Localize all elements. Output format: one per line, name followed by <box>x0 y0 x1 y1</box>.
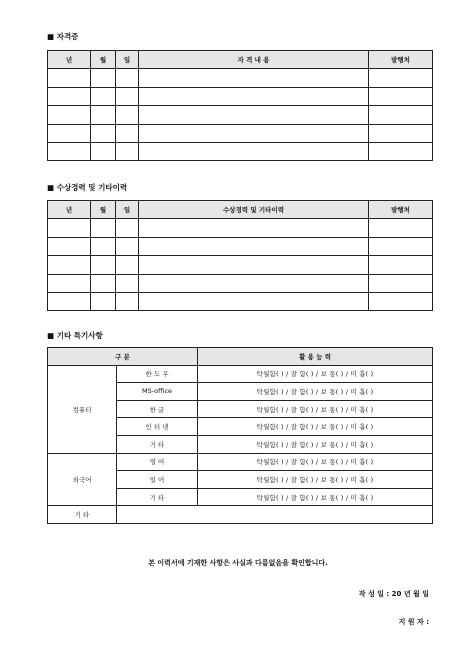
issuer-cell[interactable] <box>369 256 433 274</box>
content-cell[interactable] <box>139 237 369 255</box>
certificate-section-title: ■ 자격증 <box>47 32 79 41</box>
day-cell[interactable] <box>116 87 139 105</box>
day-cell[interactable] <box>116 69 139 87</box>
year-cell[interactable] <box>48 87 91 105</box>
special-notes-header-row <box>48 348 433 366</box>
table-row <box>48 106 433 124</box>
content-cell[interactable] <box>139 292 369 310</box>
table-row <box>48 292 433 310</box>
content-cell[interactable] <box>139 142 369 160</box>
month-cell[interactable] <box>91 292 116 310</box>
proficiency-options[interactable]: 탁월함( ) / 잘 함( ) / 보 통( ) / 미 흡( ) <box>198 418 433 436</box>
content-cell[interactable] <box>139 256 369 274</box>
year-cell[interactable] <box>48 256 91 274</box>
month-cell[interactable] <box>91 87 116 105</box>
computer-label: 컴퓨터 <box>48 365 117 453</box>
year-cell[interactable] <box>48 69 91 87</box>
table-row <box>48 124 433 142</box>
table-row <box>48 219 433 237</box>
item-label: 한 글 <box>117 400 198 418</box>
year-cell[interactable] <box>48 274 91 292</box>
year-cell[interactable] <box>48 219 91 237</box>
table-row <box>48 274 433 292</box>
certificate-header-row <box>48 51 433 69</box>
issuer-cell[interactable] <box>369 87 433 105</box>
table-row <box>48 506 433 524</box>
month-cell[interactable] <box>91 106 116 124</box>
proficiency-options[interactable]: 탁월함( ) / 잘 함( ) / 보 통( ) / 미 흡( ) <box>198 453 433 471</box>
awards-table <box>47 200 433 311</box>
item-label: 영 어 <box>117 453 198 471</box>
day-cell[interactable] <box>116 274 139 292</box>
year-cell[interactable] <box>48 237 91 255</box>
content-cell[interactable] <box>139 124 369 142</box>
item-label: 인 터 넷 <box>117 418 198 436</box>
applicant-signature: 지 원 자 : <box>398 618 429 626</box>
issuer-cell[interactable] <box>369 106 433 124</box>
language-label: 외국어 <box>48 453 117 506</box>
proficiency-options[interactable]: 탁월함( ) / 잘 함( ) / 보 통( ) / 미 흡( ) <box>198 435 433 453</box>
header-issuer: 발행처 <box>369 201 433 219</box>
day-cell[interactable] <box>116 219 139 237</box>
content-cell[interactable] <box>139 69 369 87</box>
month-cell[interactable] <box>91 256 116 274</box>
item-label: 기 타 <box>117 488 198 506</box>
issuer-cell[interactable] <box>369 274 433 292</box>
header-month: 월 <box>91 201 116 219</box>
day-cell[interactable] <box>116 142 139 160</box>
header-content: 수상경력 및 기타이력 <box>139 201 369 219</box>
header-content: 자 격 내 용 <box>139 51 369 69</box>
header-month: 월 <box>91 51 116 69</box>
month-cell[interactable] <box>91 274 116 292</box>
header-day: 일 <box>116 201 139 219</box>
item-label: 일 어 <box>117 471 198 489</box>
other-content-cell[interactable] <box>117 506 433 524</box>
item-label: MS-office <box>117 383 198 401</box>
day-cell[interactable] <box>116 124 139 142</box>
issuer-cell[interactable] <box>369 292 433 310</box>
table-row <box>48 365 433 383</box>
proficiency-options[interactable]: 탁월함( ) / 잘 함( ) / 보 통( ) / 미 흡( ) <box>198 471 433 489</box>
month-cell[interactable] <box>91 219 116 237</box>
table-row <box>48 453 433 471</box>
item-label: 기 타 <box>117 435 198 453</box>
month-cell[interactable] <box>91 237 116 255</box>
issuer-cell[interactable] <box>369 69 433 87</box>
month-cell[interactable] <box>91 142 116 160</box>
issuer-cell[interactable] <box>369 142 433 160</box>
confirmation-statement: 본 이력서에 기재한 사항은 사실과 다름없음을 확인합니다. <box>148 559 328 567</box>
year-cell[interactable] <box>48 106 91 124</box>
other-label: 기 타 <box>48 506 117 524</box>
proficiency-options[interactable]: 탁월함( ) / 잘 함( ) / 보 통( ) / 미 흡( ) <box>198 365 433 383</box>
issuer-cell[interactable] <box>369 219 433 237</box>
content-cell[interactable] <box>139 106 369 124</box>
proficiency-options[interactable]: 탁월함( ) / 잘 함( ) / 보 통( ) / 미 흡( ) <box>198 488 433 506</box>
year-cell[interactable] <box>48 142 91 160</box>
content-cell[interactable] <box>139 219 369 237</box>
awards-section-title: ■ 수상경력 및 기타이력 <box>47 183 128 192</box>
day-cell[interactable] <box>116 292 139 310</box>
day-cell[interactable] <box>116 237 139 255</box>
issuer-cell[interactable] <box>369 124 433 142</box>
header-proficiency: 활 용 능 력 <box>198 348 433 366</box>
header-issuer: 발행처 <box>369 51 433 69</box>
month-cell[interactable] <box>91 124 116 142</box>
proficiency-options[interactable]: 탁월함( ) / 잘 함( ) / 보 통( ) / 미 흡( ) <box>198 383 433 401</box>
issuer-cell[interactable] <box>369 237 433 255</box>
day-cell[interactable] <box>116 106 139 124</box>
proficiency-options[interactable]: 탁월함( ) / 잘 함( ) / 보 통( ) / 미 흡( ) <box>198 400 433 418</box>
table-row <box>48 69 433 87</box>
table-row <box>48 142 433 160</box>
content-cell[interactable] <box>139 87 369 105</box>
special-notes-section-title: ■ 기타 특기사항 <box>47 331 103 340</box>
header-category: 구 분 <box>48 348 198 366</box>
month-cell[interactable] <box>91 69 116 87</box>
header-year: 년 <box>48 201 91 219</box>
table-row <box>48 237 433 255</box>
year-cell[interactable] <box>48 124 91 142</box>
header-year: 년 <box>48 51 91 69</box>
table-row <box>48 256 433 274</box>
content-cell[interactable] <box>139 274 369 292</box>
written-date: 작 성 일 : 20 년 월 일 <box>358 590 429 598</box>
table-row <box>48 87 433 105</box>
header-day: 일 <box>116 51 139 69</box>
item-label: 한 도 우 <box>117 365 198 383</box>
special-notes-table <box>47 347 433 524</box>
day-cell[interactable] <box>116 256 139 274</box>
year-cell[interactable] <box>48 292 91 310</box>
awards-header-row <box>48 201 433 219</box>
certificate-table <box>47 50 433 161</box>
